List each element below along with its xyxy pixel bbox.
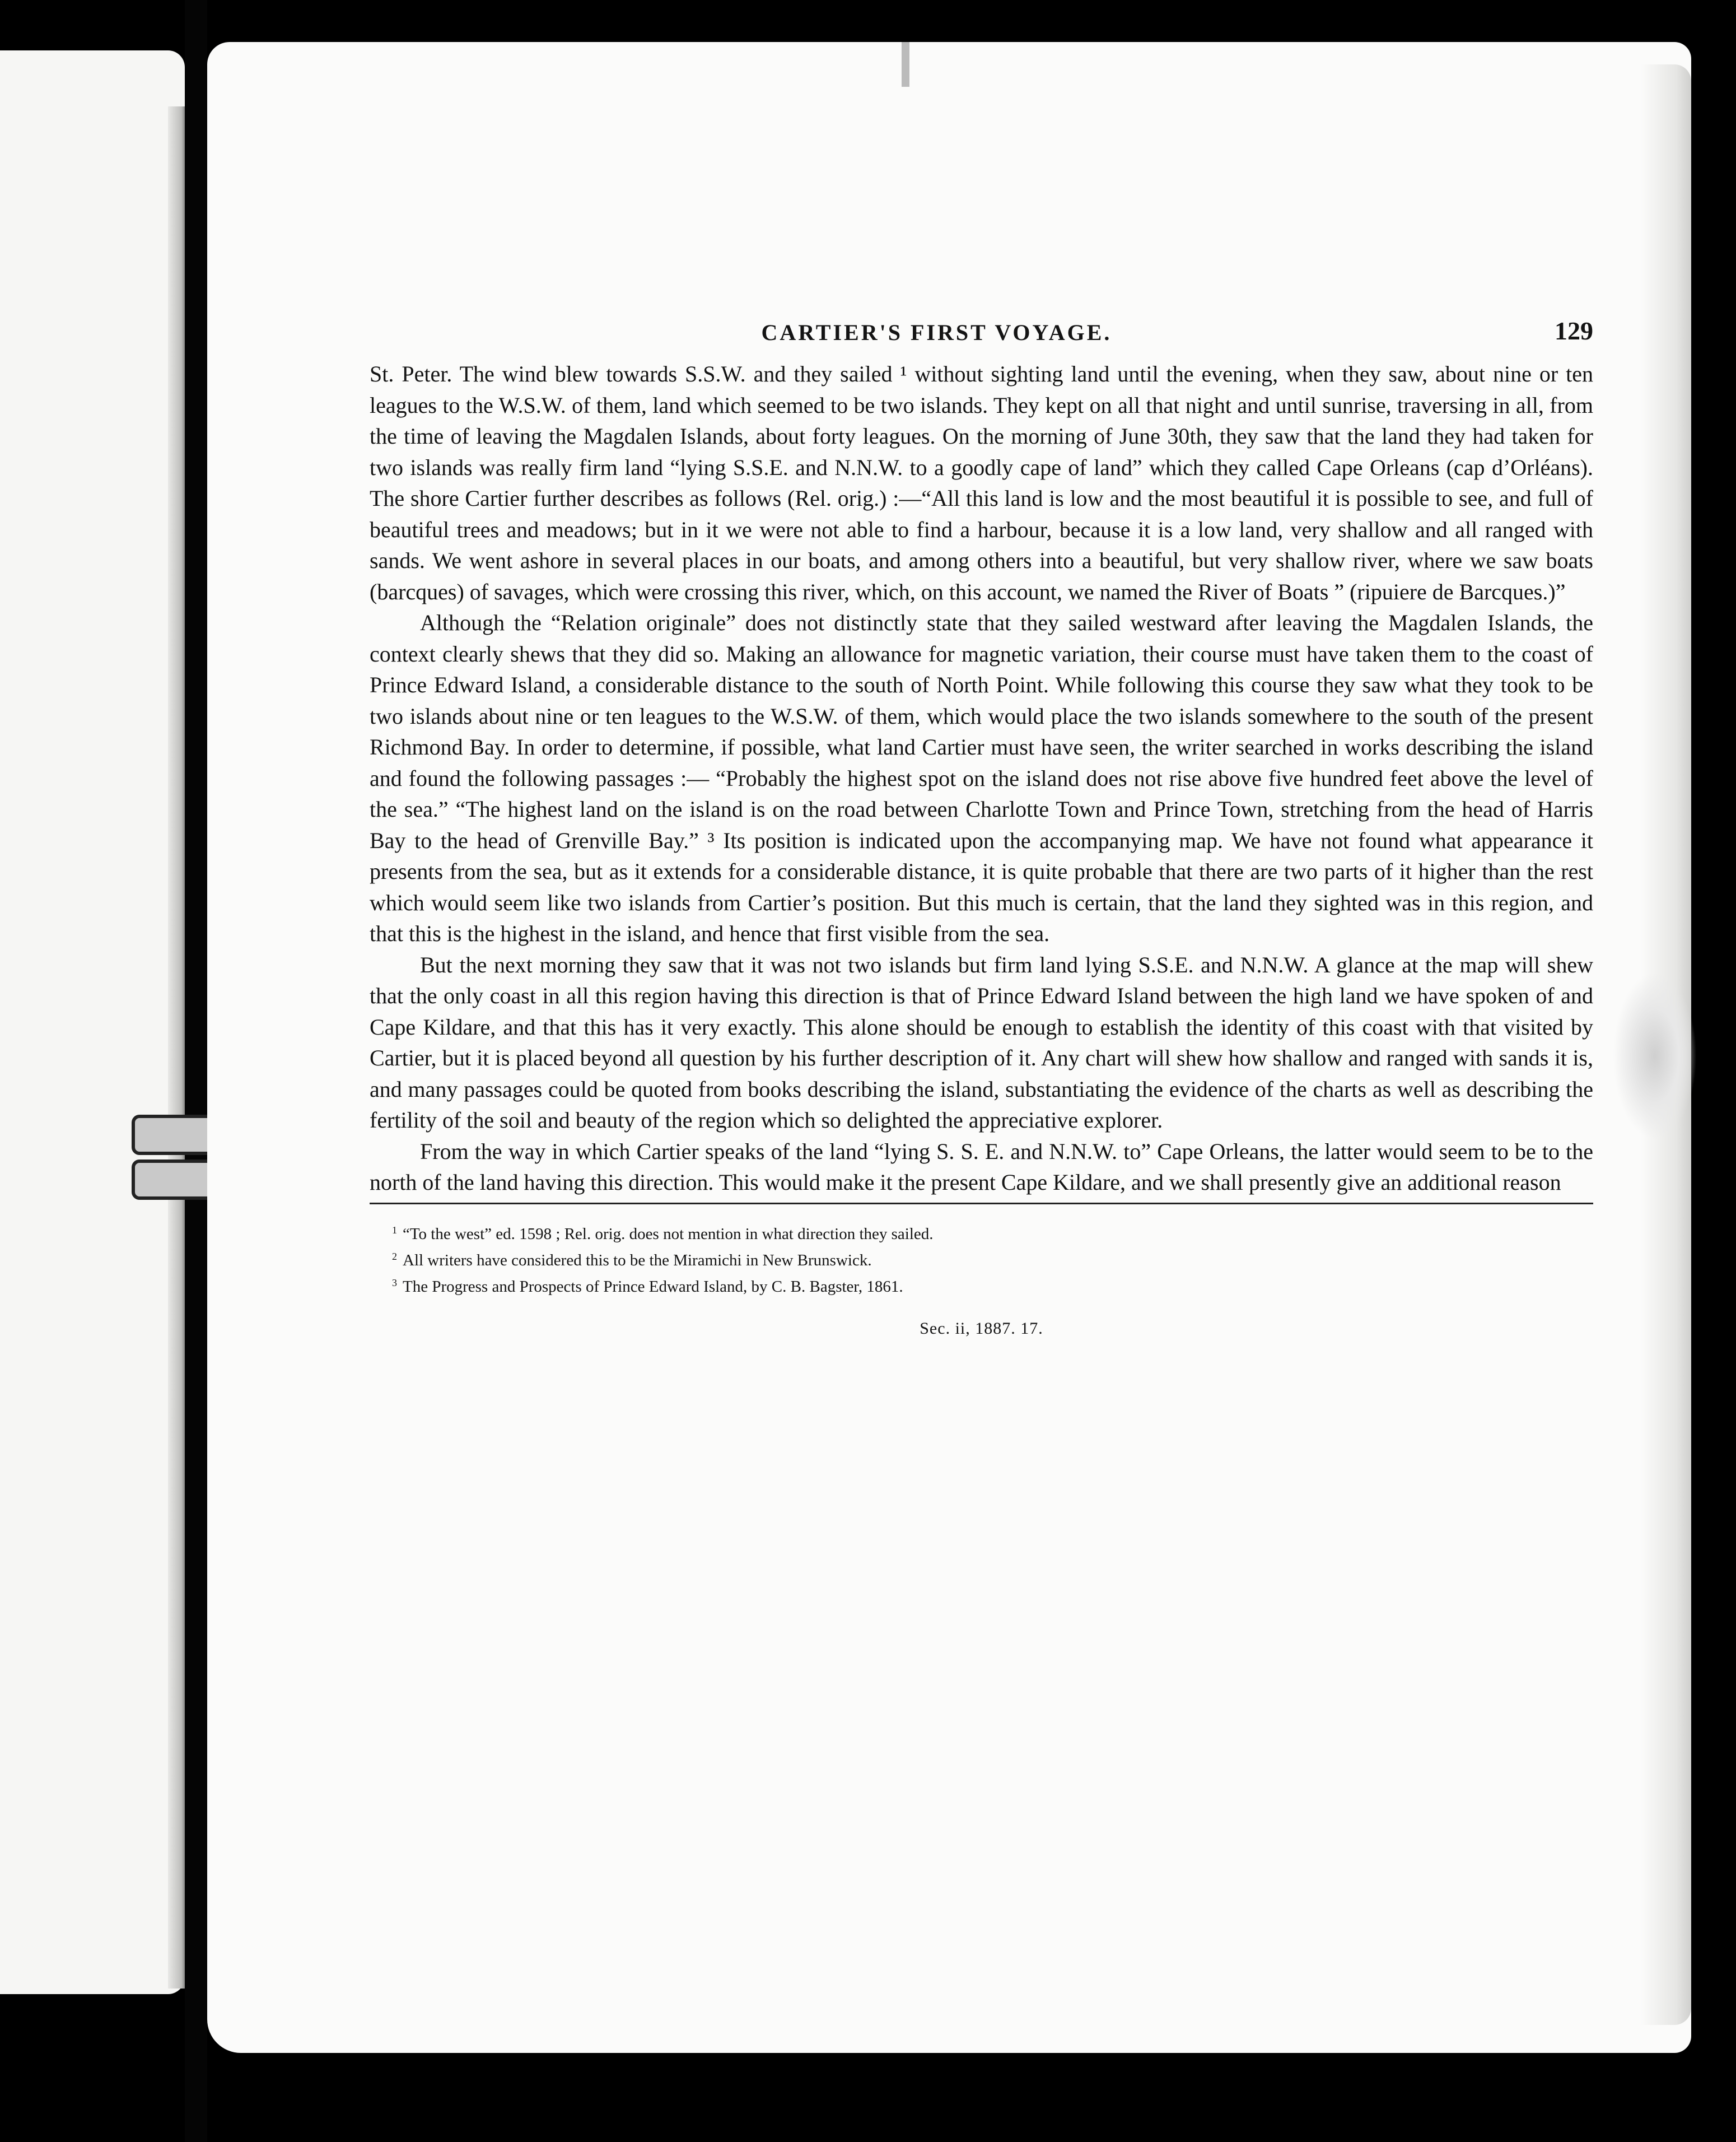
page-number: 129: [1555, 316, 1593, 345]
footnote: [392, 1219, 1593, 1245]
footnote-mark: 2: [392, 1250, 397, 1262]
footnote-text: All writers have considered this to be the Miramichi in New Brunswick.: [403, 1251, 872, 1269]
footnote-mark: 3: [392, 1277, 397, 1288]
binding-clip-lower: [132, 1160, 217, 1200]
page-content: [370, 316, 1593, 1338]
paragraph: From the way in which Cartier speaks of the land “lying S. S. E. and N.N.W. to” Cape Orleans, the latter would seem to be to the north of the land having this direction. This would make it the present Cape Kildare, and we shall presently give an additional reason: [370, 1138, 1593, 1195]
running-title: CARTIER'S FIRST VOYAGE.: [761, 320, 1112, 345]
running-head: [370, 316, 1593, 358]
paragraph: St. Peter. The wind blew towards S.S.W. and they sailed ¹ without sighting land until the evening, when they saw, about nine or ten leagues to the W.S.W. of them, land which seemed to be two islands. They kept on all that night and until sunrise, traversing in all, from the time of leaving the Magdalen Islands, about forty leagues. On the morning of June 30th, they saw that the land they had taken for two islands was really firm land “lying S.S.E. and N.N.W. to a goodly cape of land” which they called Cape Orleans (cap d’Orléans). The shore Cartier further describes as follows (Rel. orig.) :—“All this land is low and the most beautiful it is possible to see, and full of beautiful trees and meadows; but in it we were not able to find a harbour, because it is a low land, very shallow and all ranged with sands. We went ashore in several places in our boats, and among others into a beautiful, but very shallow river, where we saw boats (barcques) of savages, which were crossing this river, which, on this account, we named the River of Boats ” (ripuiere de Barcques.)”: [370, 361, 1593, 604]
left-page-margin: [0, 50, 185, 1994]
right-page: [207, 42, 1691, 2053]
signature-mark: Sec. ii, 1887. 17.: [920, 1319, 1043, 1338]
footnote-mark: 1: [392, 1224, 397, 1236]
gutter: [185, 0, 207, 2142]
body-text: [370, 358, 1593, 1198]
paper-damage: [1613, 972, 1697, 1140]
paragraph: Although the “Relation originale” does not distinctly state that they sailed westward after leaving the Magdalen Islands, the context clearly shews that they did so. Making an allowance for magnetic variation, their course must have taken them to the coast of Prince Edward Island, a considerable distance to the south of North Point. While following this course they saw what they took to be two islands about nine or ten leagues to the W.S.W. of them, which would place the two islands somewhere to the south of the present Richmond Bay. In order to determine, if possible, what land Cartier must have seen, the writer searched in works describing the island and found the following passages :— “Probably the highest spot on the island does not rise above five hundred feet above the level of the sea.” “The highest land on the island is on the road between Charlotte Town and Prince Town, stretching from the head of Harris Bay to the head of Grenville Bay.” ³ Its position is indicated upon the accompanying map. We have not found what appearance it presents from the sea, but as it extends for a considerable distance, it is quite probable that there are two parts of it higher than the rest which would seem like two islands from Cartier’s position. But this much is certain, that the land they sighted was in this region, and that this is the highest in the island, and hence that first visible from the sea.: [370, 610, 1593, 946]
footnotes: [370, 1219, 1593, 1298]
paragraph: But the next morning they saw that it was not two islands but firm land lying S.S.E. and N.N.W. A glance at the map will shew that the only coast in all this region having this direction is that of Prince Edward Island between the high land we have spoken of and Cape Kildare, and that this has it very exactly. This alone should be enough to establish the identity of this coast with that visited by Cartier, but it is placed beyond all question by his further description of it. Any chart will shew how shallow and ranged with sands it is, and many passages could be quoted from books describing the island, substantiating the evidence of the charts as well as describing the fertility of the soil and beauty of the region which so delighted the appreciative explorer.: [370, 952, 1593, 1133]
page-fold: [902, 42, 909, 87]
footnote-text: “To the west” ed. 1598 ; Rel. orig. does not mention in what direction they sailed.: [403, 1224, 934, 1243]
footnote-text: The Progress and Prospects of Prince Edward Island, by C. B. Bagster, 1861.: [403, 1277, 903, 1296]
binding-clip: [120, 1103, 221, 1204]
binding-clip-upper: [132, 1115, 217, 1155]
footnote: [392, 1245, 1593, 1272]
footnote: [392, 1272, 1593, 1298]
footnote-rule: [370, 1203, 1593, 1204]
